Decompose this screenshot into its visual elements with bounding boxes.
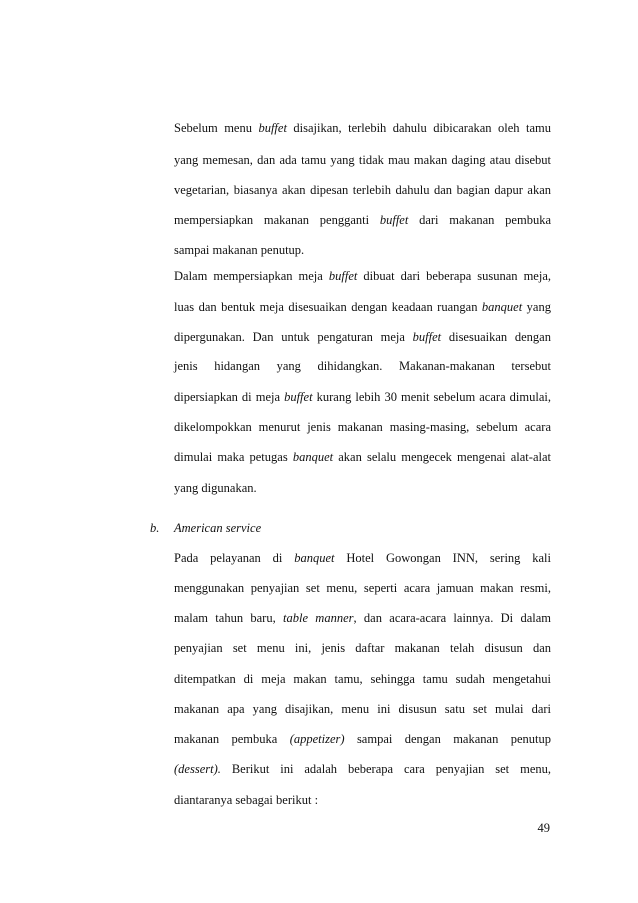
text-run: dimulai maka petugas [174, 450, 293, 464]
paragraph-3-line-2 [174, 580, 551, 596]
paragraph-3-line-8 [174, 761, 551, 777]
section-b-heading [150, 520, 261, 536]
paragraph-2-line-6 [174, 419, 551, 435]
section-b-title: American service [174, 521, 262, 535]
text-run: makanan apa yang disajikan, menu ini disusun satu set mulai dari [174, 702, 551, 716]
italic-term: banquet [294, 551, 335, 565]
paragraph-2-line-4 [174, 358, 551, 374]
paragraph-1-line-1 [174, 120, 551, 136]
paragraph-2-line-5 [174, 389, 551, 405]
page-number: 49 [537, 821, 550, 835]
text-run: yang memesan, dan ada tamu yang tidak mau makan daging atau disebut [174, 153, 551, 167]
section-b-marker: b. [150, 521, 160, 535]
italic-term: banquet [481, 300, 523, 314]
text-run: dipergunakan. Dan untuk pengaturan meja [174, 330, 413, 344]
text-run: akan selalu mengecek mengenai alat-alat [333, 450, 551, 464]
paragraph-3-line-7 [174, 731, 551, 747]
text-run: , dan acara-acara lainnya. Di dalam [353, 611, 551, 625]
text-run: disesuaikan dengan [441, 330, 551, 344]
text-run: diantaranya sebagai berikut : [174, 793, 319, 807]
text-run: mempersiapkan makanan pengganti [174, 213, 380, 227]
text-run: yang digunakan. [174, 481, 257, 495]
italic-term: banquet [292, 450, 334, 464]
paragraph-2-line-3 [174, 329, 551, 345]
text-run: yang [522, 300, 551, 314]
paragraph-3-line-9 [174, 792, 551, 808]
text-run: vegetarian, biasanya akan dipesan terlebih dahulu dan bagian dapur akan [174, 183, 551, 197]
italic-term: buffet [328, 269, 358, 283]
paragraph-3-line-4 [174, 640, 551, 656]
text-run: kurang lebih 30 menit sebelum acara dimulai, [312, 390, 551, 404]
text-run: penyajian set menu ini, jenis daftar makanan telah disusun dan [174, 641, 551, 655]
italic-term: buffet [412, 330, 442, 344]
paragraph-1-line-3 [174, 182, 551, 198]
text-run: dikelompokkan menurut jenis makanan masing-masing, sebelum acara [174, 420, 551, 434]
text-run: Sebelum menu [174, 121, 259, 135]
text-run: makanan pembuka [174, 732, 290, 746]
text-run: Hotel Gowongan INN, sering kali [334, 551, 552, 565]
text-run: dipersiapkan di meja [174, 390, 285, 404]
paragraph-1-line-4 [174, 212, 551, 228]
italic-term: (appetizer) [289, 732, 345, 746]
paragraph-1-line-2 [174, 152, 551, 168]
text-run: disajikan, terlebih dahulu dibicarakan oleh tamu [286, 121, 551, 135]
paragraph-1-line-5 [174, 242, 551, 258]
text-run: menggunakan penyajian set menu, seperti acara jamuan makan resmi, [174, 581, 551, 595]
italic-term: table manner [283, 611, 354, 625]
text-run: ditempatkan di meja makan tamu, sehingga tamu sudah mengetahui [174, 672, 551, 686]
paragraph-2-line-7 [174, 449, 551, 465]
paragraph-2-line-1 [174, 268, 551, 284]
italic-term: (dessert). [174, 762, 221, 776]
text-run: malam tahun baru, [174, 611, 284, 625]
italic-term: buffet [284, 390, 313, 404]
text-run: sampai dengan makanan penutup [344, 732, 551, 746]
paragraph-3-line-1 [174, 550, 551, 566]
text-run: Berikut ini adalah beberapa cara penyajian set menu, [220, 762, 551, 776]
text-run: Dalam mempersiapkan meja [174, 269, 329, 283]
paragraph-3-line-3 [174, 610, 551, 626]
paragraph-2-line-8 [174, 480, 551, 496]
text-run: jenis hidangan yang dihidangkan. Makanan-makanan tersebut [174, 359, 551, 373]
italic-term: buffet [379, 213, 409, 227]
paragraph-3-line-5 [174, 671, 551, 687]
paragraph-2-line-2 [174, 299, 551, 315]
text-run: dari makanan pembuka [408, 213, 551, 227]
text-run: sampai makanan penutup. [174, 243, 305, 257]
text-run: luas dan bentuk meja disesuaikan dengan keadaan ruangan [174, 300, 482, 314]
text-run: dibuat dari beberapa susunan meja, [357, 269, 552, 283]
text-run: Pada pelayanan di [174, 551, 295, 565]
paragraph-3-line-6 [174, 701, 551, 717]
italic-term: buffet [258, 121, 287, 135]
